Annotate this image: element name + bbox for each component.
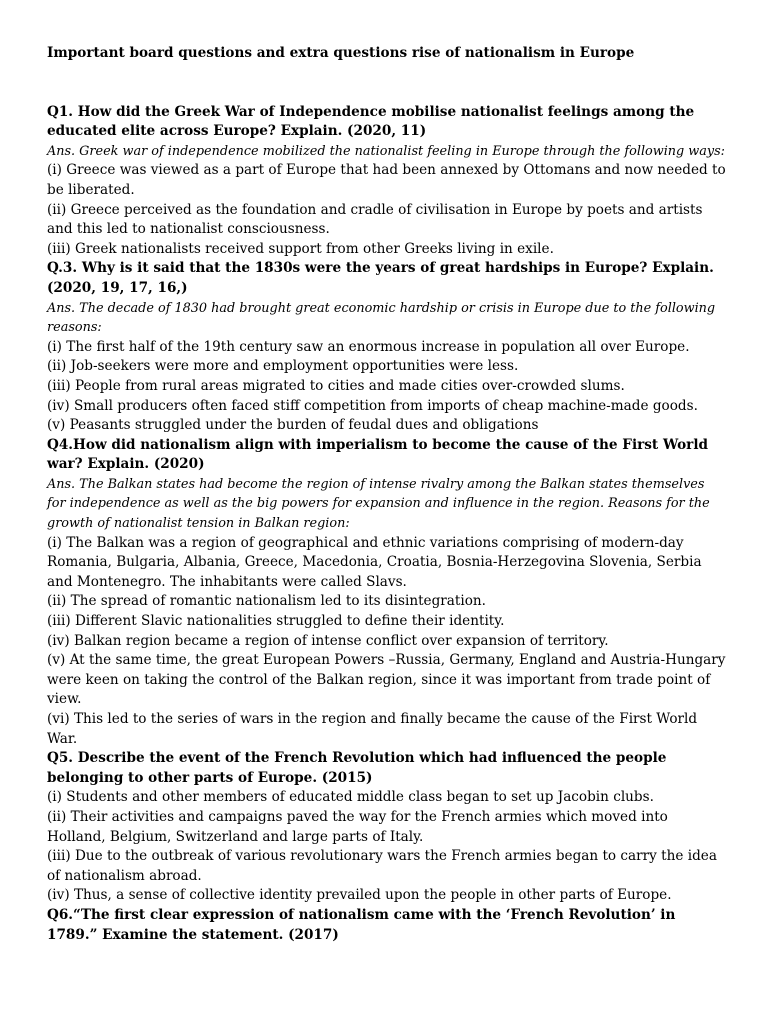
answer-point: (iii) Different Slavic nationalities struggled to define their identity. xyxy=(47,613,505,630)
answer-point: (i) Students and other members of educated middle class began to set up Jacobin clubs. xyxy=(47,789,654,806)
answer-point: (iii) People from rural areas migrated to cities and made cities over-crowded slums. xyxy=(47,377,625,394)
answer-point: (i) The Balkan was a region of geographical and ethnic variations comprising of modern-day Romania, Bulgaria, Albania, Greece, Macedonia, Croatia, Bosnia-Herzegovina Slovenia, Serbia and Montenegro. The inhabitants were called Slavs. xyxy=(47,534,702,590)
answer-point: (iv) Thus, a sense of collective identity prevailed upon the people in other parts of Europe. xyxy=(47,887,672,904)
answer-intro: Ans. The Balkan states had become the region of intense rivalry among the Balkan states themselves for independence as well as the big powers for expansion and influence in the region. Reasons for the growth of nationalist tension in Balkan region: xyxy=(47,476,710,532)
answer-point: (i) Greece was viewed as a part of Europe that had been annexed by Ottomans and now needed to be liberated. xyxy=(47,162,726,198)
qa-block-q3 xyxy=(47,259,727,435)
question-heading: Q6.“The first clear expression of nationalism came with the ‘French Revolution’ in 1789.” Examine the statement. (2017) xyxy=(47,906,676,943)
answer-point: (iv) Balkan region became a region of intense conflict over expansion of territory. xyxy=(47,632,609,649)
document-title: Important board questions and extra questions rise of nationalism in Europe xyxy=(47,45,635,61)
question-heading: Q.3. Why is it said that the 1830s were the years of great hardships in Europe? Explain. (2020, 19, 17, 16,) xyxy=(47,260,714,296)
answer-point: (iv) Small producers often faced stiff competition from imports of cheap machine-made goods. xyxy=(47,397,698,414)
answer-intro: Ans. Greek war of independence mobilized the nationalist feeling in Europe through the following ways: xyxy=(47,143,725,159)
answer-point: (ii) Their activities and campaigns paved the way for the French armies which moved into Holland, Belgium, Switzerland and large parts of Italy. xyxy=(47,808,668,845)
qa-block-q5 xyxy=(47,749,727,906)
document-page xyxy=(47,44,727,945)
answer-intro: Ans. The decade of 1830 had brought great economic hardship or crisis in Europe due to the following reasons: xyxy=(47,300,716,336)
question-heading: Q4.How did nationalism align with imperialism to become the cause of the First World war? Explain. (2020) xyxy=(47,436,709,473)
answer-point: (v) Peasants struggled under the burden of feudal dues and obligations xyxy=(47,417,539,434)
answer-point: (iii) Due to the outbreak of various revolutionary wars the French armies began to carry the idea of nationalism abroad. xyxy=(47,848,717,884)
answer-point: (ii) Greece perceived as the foundation and cradle of civilisation in Europe by poets and artists and this led to nationalist consciousness. xyxy=(47,201,703,238)
qa-block-q1 xyxy=(47,103,727,260)
qa-block-q4 xyxy=(47,436,727,750)
qa-block-q6 xyxy=(47,906,727,945)
answer-point: (v) At the same time, the great European Powers –Russia, Germany, England and Austria-Hungary were keen on taking the control of the Balkan region, since it was important from trade point of view. xyxy=(47,652,726,708)
answer-point: (ii) Job-seekers were more and employment opportunities were less. xyxy=(47,358,519,375)
answer-point: (i) The first half of the 19th century saw an enormous increase in population all over Europe. xyxy=(47,338,690,355)
question-heading: Q5. Describe the event of the French Revolution which had influenced the people belonging to other parts of Europe. (2015) xyxy=(47,750,667,786)
question-heading: Q1. How did the Greek War of Independence mobilise nationalist feelings among the educated elite across Europe? Explain. (2020, 11) xyxy=(47,103,695,140)
answer-point: (iii) Greek nationalists received support from other Greeks living in exile. xyxy=(47,240,554,257)
answer-point: (ii) The spread of romantic nationalism led to its disintegration. xyxy=(47,593,486,610)
answer-point: (vi) This led to the series of wars in the region and finally became the cause of the First World War. xyxy=(47,711,698,747)
